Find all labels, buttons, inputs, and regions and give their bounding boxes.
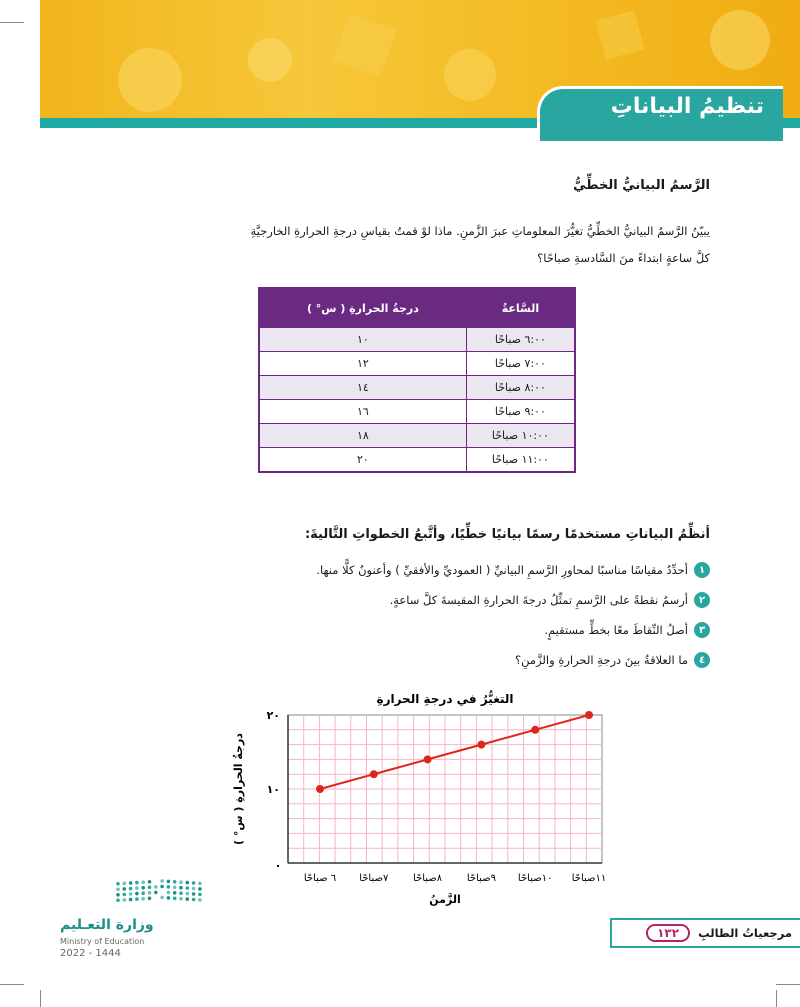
logo-dot (160, 885, 164, 889)
table-header-time: السَّاعةُ (466, 288, 575, 328)
table-cell-time: ٧:٠٠ صباحًا (466, 352, 575, 376)
logo-dot (160, 896, 164, 900)
logo-dot (198, 898, 202, 902)
table-cell-time: ٩:٠٠ صباحًا (466, 400, 575, 424)
crop-mark (40, 990, 41, 1007)
logo-dot (167, 880, 171, 884)
logo-dot (148, 897, 152, 901)
logo-dot (135, 892, 139, 896)
table-header-row (259, 288, 575, 328)
logo-dot (179, 880, 183, 884)
logo-dot (123, 898, 127, 902)
logo-dot (192, 887, 196, 891)
page-title: تنظيمُ البياناتِ (610, 94, 764, 119)
data-point (316, 785, 324, 793)
logo-dot (116, 893, 120, 897)
x-tick-label: ٨صباحًا (413, 873, 443, 884)
logo-dot (154, 891, 158, 895)
table-row (259, 400, 575, 424)
footer-label: مرجعياتُ الطالبِ (698, 926, 792, 940)
logo-dot (167, 885, 171, 889)
logo-dot (198, 893, 202, 897)
x-tick-label: ١٠صباحًا (517, 873, 553, 884)
logo-dot (192, 881, 196, 885)
intro-line: يبيّنُ الرَّسمُ البيانيُّ الخطِّيُّ تغيُّرَ المعلوماتِ عبرَ الزَّمنِ. ماذا لوْ قمتُ بقياسِ درجةِ الحرارةِ الخارجيَّةِ (250, 224, 710, 238)
step-item (515, 652, 710, 668)
logo-dot (135, 897, 139, 901)
y-tick-label: . (275, 857, 280, 870)
x-tick-label: ٧صباحًا (359, 873, 389, 884)
table-cell-temperature: ١٠ (259, 328, 466, 352)
logo-dot (173, 897, 177, 901)
step-number-badge: ٢ (694, 592, 710, 608)
logo-dot (154, 885, 158, 889)
logo-dot (116, 888, 120, 892)
temperature-line-chart (222, 690, 622, 915)
logo-dot (173, 891, 177, 895)
table-row (259, 328, 575, 352)
logo-dot (141, 886, 145, 890)
logo-dot (148, 886, 152, 890)
data-point (370, 770, 378, 778)
logo-dot (179, 891, 183, 895)
data-point (424, 755, 432, 763)
data-point (531, 726, 539, 734)
table-row (259, 352, 575, 376)
crop-mark (0, 984, 24, 985)
x-tick-label: ٩صباحًا (466, 873, 496, 884)
intro-paragraph (70, 218, 710, 272)
logo-dot (148, 891, 152, 895)
logo-dot (123, 893, 127, 897)
table-cell-time: ١٠:٠٠ صباحًا (466, 424, 575, 448)
table-cell-temperature: ٢٠ (259, 448, 466, 473)
step-text: ما العلاقةُ بينَ درجةِ الحرارةِ والزَّمنِ؟ (515, 653, 688, 667)
logo-dot (186, 897, 190, 901)
logo-dot (129, 887, 133, 891)
logo-dot (186, 881, 190, 885)
chart-title: التغيُّرُ في درجةِ الحرارةِ (376, 692, 514, 706)
table-header-temperature: درجةُ الحرارةِ ( س° ) (259, 288, 466, 328)
table-row (259, 376, 575, 400)
ministry-name-arabic: وزارة التعـليم (60, 917, 154, 933)
logo-dot (129, 898, 133, 902)
y-tick-label: ٢٠ (266, 709, 280, 722)
logo-dot (192, 898, 196, 902)
task-heading: أنظِّمُ البياناتِ مستخدمًا رسمًا بيانيًا خطِّيًا، وأتَّبعُ الخطواتِ التَّاليةَ: (304, 527, 710, 542)
section-heading: الرَّسمُ البيانيُّ الخطِّيُّ (573, 178, 710, 193)
logo-dot (129, 892, 133, 896)
table-cell-temperature: ١٦ (259, 400, 466, 424)
logo-dot (123, 882, 127, 886)
table-cell-temperature: ١٢ (259, 352, 466, 376)
logo-dot (123, 887, 127, 891)
logo-dot (116, 882, 120, 886)
logo-dot (167, 891, 171, 895)
step-text: أرسمُ نقطةً على الرَّسمِ تمثِّلُ درجةَ الحرارةِ المقيسةَ كلَّ ساعةٍ. (389, 593, 688, 607)
logo-dot (192, 892, 196, 896)
step-item (316, 562, 710, 578)
logo-dot (167, 896, 171, 900)
x-tick-label: ٦ صباحًا (303, 873, 337, 884)
step-number-badge: ٤ (694, 652, 710, 668)
logo-dot (179, 897, 183, 901)
step-item (544, 622, 710, 638)
logo-dot (173, 886, 177, 890)
crop-mark (0, 22, 24, 23)
temperature-table (258, 287, 576, 473)
intro-line: كلَّ ساعةٍ ابتداءً منَ السَّادسةِ صباحًا؟ (537, 251, 710, 265)
footer-bar (610, 918, 800, 948)
table-cell-time: ٦:٠٠ صباحًا (466, 328, 575, 352)
logo-dot (160, 879, 164, 883)
step-number-badge: ١ (694, 562, 710, 578)
y-tick-label: ١٠ (266, 783, 280, 796)
table-cell-temperature: ١٤ (259, 376, 466, 400)
logo-dot (129, 881, 133, 885)
table-cell-time: ١١:٠٠ صباحًا (466, 448, 575, 473)
edition-year: 2022 - 1444 (60, 948, 121, 959)
logo-dot (135, 881, 139, 885)
logo-dot (148, 880, 152, 884)
data-point (477, 741, 485, 749)
step-number-badge: ٣ (694, 622, 710, 638)
x-tick-label: ١١صباحًا (571, 873, 607, 884)
logo-dot (141, 891, 145, 895)
ministry-logo-icon (114, 878, 206, 902)
step-text: أحدِّدُ مقياسًا مناسبًا لمحاورِ الرَّسمِ البيانيِّ ( العموديِّ والأفقيِّ ) وأعنونُ كلًّا منها. (316, 563, 688, 577)
logo-dot (179, 886, 183, 890)
logo-dot (198, 882, 202, 886)
x-axis-label: الزَّمنُ (429, 893, 461, 906)
step-item (390, 592, 710, 608)
ministry-name-english: Ministry of Education (60, 937, 145, 946)
table-row (259, 424, 575, 448)
step-text: أصلُ النِّقاطَ معًا بخطٍّ مستقيمٍ. (544, 623, 688, 637)
logo-dot (186, 892, 190, 896)
logo-dot (135, 886, 139, 890)
crop-mark (776, 984, 800, 985)
data-point (585, 711, 593, 719)
table-cell-temperature: ١٨ (259, 424, 466, 448)
logo-dot (116, 899, 120, 903)
crop-mark (776, 990, 777, 1007)
table-row (259, 448, 575, 473)
logo-dot (141, 880, 145, 884)
page-number: ١٣٢ (646, 924, 690, 942)
logo-dot (198, 887, 202, 891)
table-cell-time: ٨:٠٠ صباحًا (466, 376, 575, 400)
logo-dot (186, 886, 190, 890)
y-axis-label: درجةُ الحرارةِ ( س° ) (232, 733, 245, 845)
logo-dot (173, 880, 177, 884)
logo-dot (141, 897, 145, 901)
